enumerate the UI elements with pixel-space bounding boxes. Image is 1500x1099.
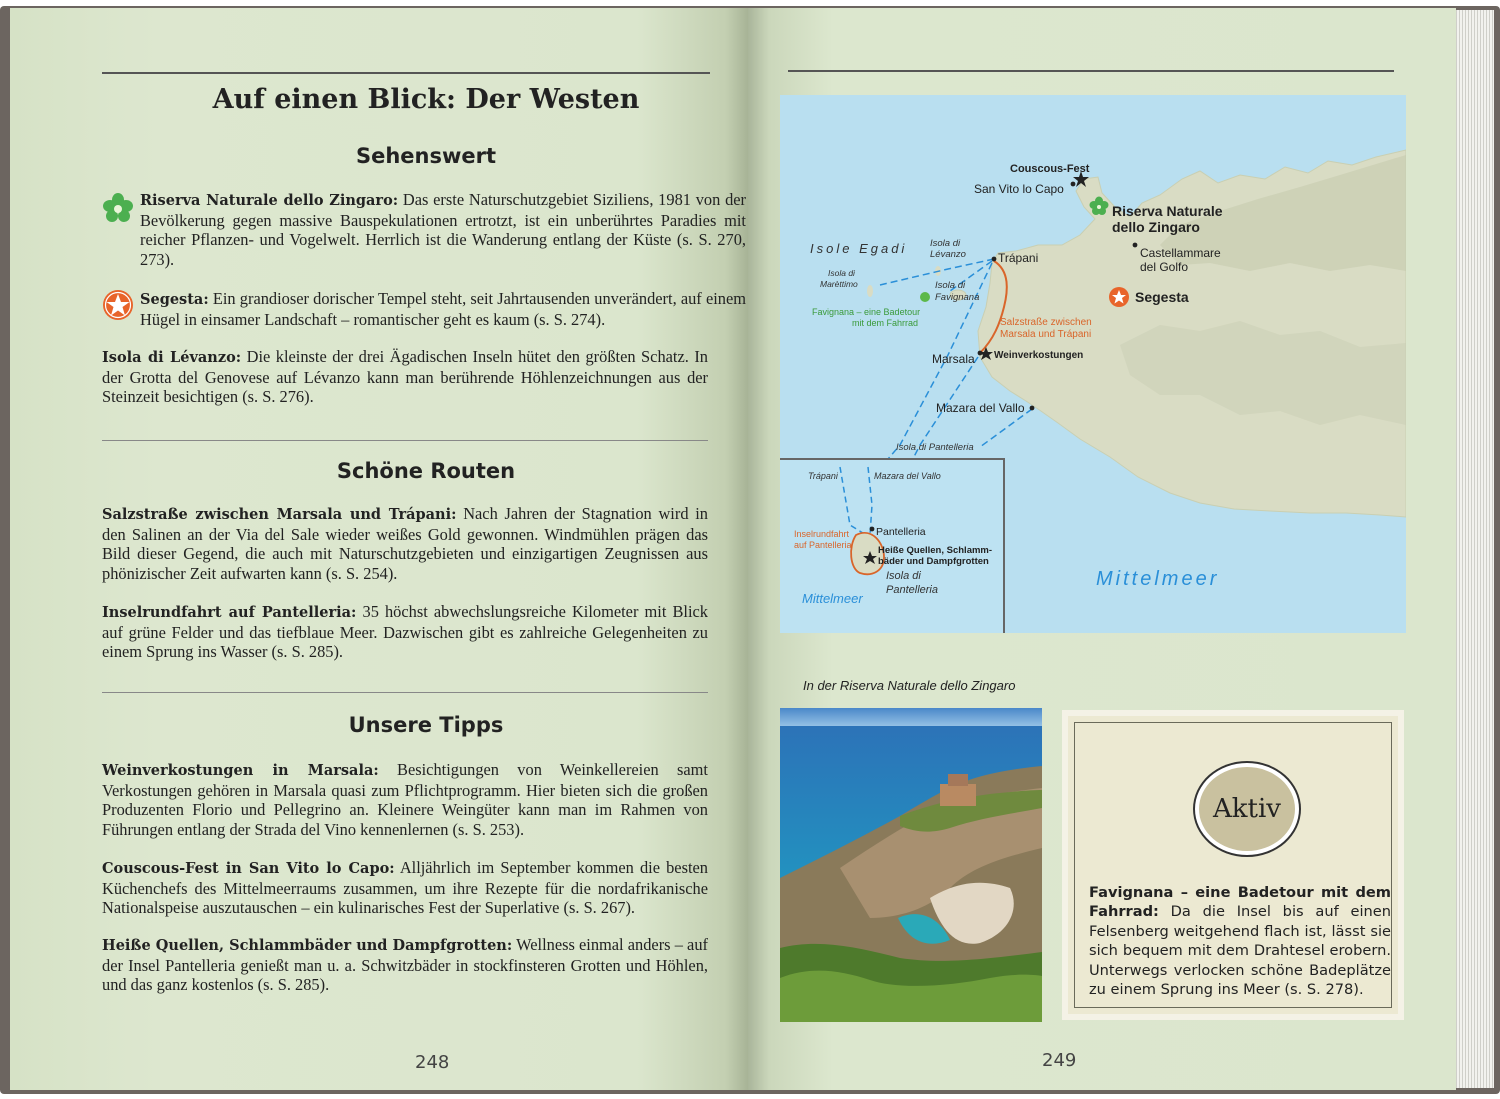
map-dot-pantelleria xyxy=(870,527,875,532)
map-label: Marèttimo xyxy=(820,279,858,289)
entry-text: Das erste Naturschutzgebiet Siziliens, 1981 von der Bevölkerung gegen massive Bauspekulationen ertrotzt, ist ein unberührtes Paradies mit reicher Pflanzen- und Vogelwelt. Herrlich ist die Wanderung entlang der Küste (s. S. 270, 273). xyxy=(140,190,747,269)
entry-text: Besichtigungen von Weinkellereien samt Verkostungen gehören in Marsala quasi zum Pflichtprogramm. Hier bieten sich die großen Produzenten Florio und Pellegrino an. Kleinere Weingüter kann man im Rahmen von Führungen entlang der Strada del Vino kennenlernen (s. S. 253). xyxy=(102,760,708,839)
map-label: Isola di xyxy=(935,280,966,291)
map-label: Isola di xyxy=(886,570,921,582)
aktiv-label: Favignana – eine Badetour mit dem Fahrrad: xyxy=(1089,884,1391,921)
map-label: Salzstraße zwischen xyxy=(1000,317,1092,328)
map-label: Marsala und Trápani xyxy=(1000,329,1092,340)
entry-wein xyxy=(102,760,708,839)
map-label: Mazara del Vallo xyxy=(874,471,941,481)
map-label: Isole Egadi xyxy=(810,241,908,256)
map-label: Mittelmeer xyxy=(802,591,863,606)
map-western-sicily xyxy=(780,95,1406,633)
top-rule-right xyxy=(788,70,1394,72)
page-title: Auf einen Blick: Der Westen xyxy=(212,84,640,115)
map-label: Marsala xyxy=(932,352,975,366)
divider xyxy=(102,440,708,441)
page-number-left: 248 xyxy=(415,1052,450,1073)
map-dot-trapani xyxy=(992,257,997,262)
page-number-right: 249 xyxy=(1042,1050,1077,1071)
entry-quellen xyxy=(102,935,708,995)
top-rule-left xyxy=(102,72,710,74)
page-stack xyxy=(1454,10,1494,1088)
entry-label: Riserva Naturale dello Zingaro: xyxy=(140,192,399,209)
entry-segesta xyxy=(102,289,746,329)
entry-label: Segesta: xyxy=(140,291,209,308)
entry-text: Nach Jahren der Stagnation wird in den Salinen an der Via del Sale wieder weißes Gold gewonnen. Windmühlen prägen das Bild dieser Gegend, die auch mit Naturschutzgebieten und einzigartigen Zeugnissen aus phönizischer Zeit aufwarten kann (s. S. 254). xyxy=(102,504,708,583)
entry-text: Wellness einmal anders – auf der Insel Pantelleria genießt man u. a. Schwitzbäder in stockfinsteren Grotten und Höhlen, und das ganz kostenlos (s. S. 285). xyxy=(102,935,708,995)
aktiv-text xyxy=(1089,883,1391,999)
map-label: dello Zingaro xyxy=(1112,219,1200,235)
aktiv-box-frame xyxy=(1074,722,1392,1008)
map-label: Mittelmeer xyxy=(1096,568,1220,590)
entry-text: Alljährlich im September kommen die besten Küchenchefs des Mittelmeerraums zusammen, um ihre Rezepte für die nordafrikanische Nationalspeise auszutauschen – ein kulinarisches Fest der Superlative (s. S. 267). xyxy=(102,858,708,918)
map-label: Isola di Pantelleria xyxy=(896,442,974,453)
divider xyxy=(102,692,708,693)
map-dot-san-vito xyxy=(1071,182,1076,187)
aktiv-box xyxy=(1062,710,1404,1020)
map-label: del Golfo xyxy=(1140,260,1189,274)
entry-salzstrasse xyxy=(102,504,708,583)
entry-pantelleria xyxy=(102,602,708,662)
section-heading-sehenswert: Sehenswert xyxy=(355,144,497,168)
map-label: Trápani xyxy=(998,251,1039,265)
map-island-marettimo xyxy=(867,285,873,297)
map-label: mit dem Fahrrad xyxy=(852,318,919,328)
entry-levanzo xyxy=(102,347,708,407)
map-label: San Vito lo Capo xyxy=(974,182,1064,196)
photo-caption: In der Riserva Naturale dello Zingaro xyxy=(803,678,1016,693)
map-label: Lévanzo xyxy=(930,249,966,260)
map-label: Trápani xyxy=(808,471,838,481)
entry-text: 35 höchst abwechslungsreiche Kilometer mit Blick auf grüne Felder und das tiefblaue Meer. Dazwischen gibt es zahlreiche Gelegenheiten zu einem Sprung ins Wasser (s. S. 285). xyxy=(102,602,708,662)
entry-label: Heiße Quellen, Schlammbäder und Dampfgrotten: xyxy=(102,937,513,954)
entry-label: Inselrundfahrt auf Pantelleria: xyxy=(102,604,357,621)
map-label: Pantelleria xyxy=(876,526,926,538)
map-label: Segesta xyxy=(1135,289,1189,305)
map-dot-castellammare xyxy=(1133,243,1138,248)
map-label: Inselrundfahrt xyxy=(794,529,850,539)
aktiv-badge: Aktiv xyxy=(1195,763,1299,855)
map-dot-favignana xyxy=(920,292,930,302)
entry-text: Ein grandioser dorischer Tempel steht, seit Jahrtausenden unverändert, auf einem Hügel in einsamer Landschaft – romantischer geht es kaum (s. S. 274). xyxy=(140,289,746,329)
map-label: Favignana xyxy=(935,292,980,303)
entry-couscous xyxy=(102,858,708,918)
map-label: auf Pantelleria xyxy=(794,540,852,550)
entry-label: Salzstraße zwischen Marsala und Trápani: xyxy=(102,506,457,523)
aktiv-body: Da die Insel bis auf einen Felsenberg weitgehend flach ist, lässt sie sich bequem mit dem Drahtesel erobern. Unterwegs verlocken schöne Badeplätze zu einem Sprung ins Meer (s. S. 278). xyxy=(1089,903,1391,999)
map-dot-mazara xyxy=(1030,406,1035,411)
map-label: Isola di xyxy=(930,238,961,249)
entry-label: Couscous-Fest in San Vito lo Capo: xyxy=(102,860,395,877)
map-label: Couscous-Fest xyxy=(1010,163,1090,175)
map-label: Castellammare xyxy=(1140,246,1221,260)
entry-zingaro xyxy=(102,190,746,269)
photo-zingaro-coast xyxy=(780,708,1042,1022)
entry-text: Die kleinste der drei Ägadischen Inseln hütet den größten Schatz. In der Grotta del Genovese auf Lévanzo kann man berührende Höhlenzeichnungen aus der Steinzeit besichtigen (s. S. 276). xyxy=(102,347,708,407)
map-label: Mazara del Vallo xyxy=(936,401,1025,415)
entry-label: Isola di Lévanzo: xyxy=(102,349,242,366)
map-label: Pantelleria xyxy=(886,584,938,596)
entry-label: Weinverkostungen in Marsala: xyxy=(102,762,379,779)
section-heading-tipps: Unsere Tipps xyxy=(348,713,504,737)
map-label: Favignana – eine Badetour xyxy=(812,307,921,317)
map-label: Riserva Naturale xyxy=(1112,203,1223,219)
map-label: Isola di xyxy=(828,268,855,278)
map-label: bäder und Dampfgrotten xyxy=(878,556,989,567)
section-heading-routen: Schöne Routen xyxy=(336,459,516,483)
map-label: Heiße Quellen, Schlamm- xyxy=(878,545,993,556)
map-label: Weinverkostungen xyxy=(994,350,1084,361)
map-icon-segesta xyxy=(1109,287,1129,307)
